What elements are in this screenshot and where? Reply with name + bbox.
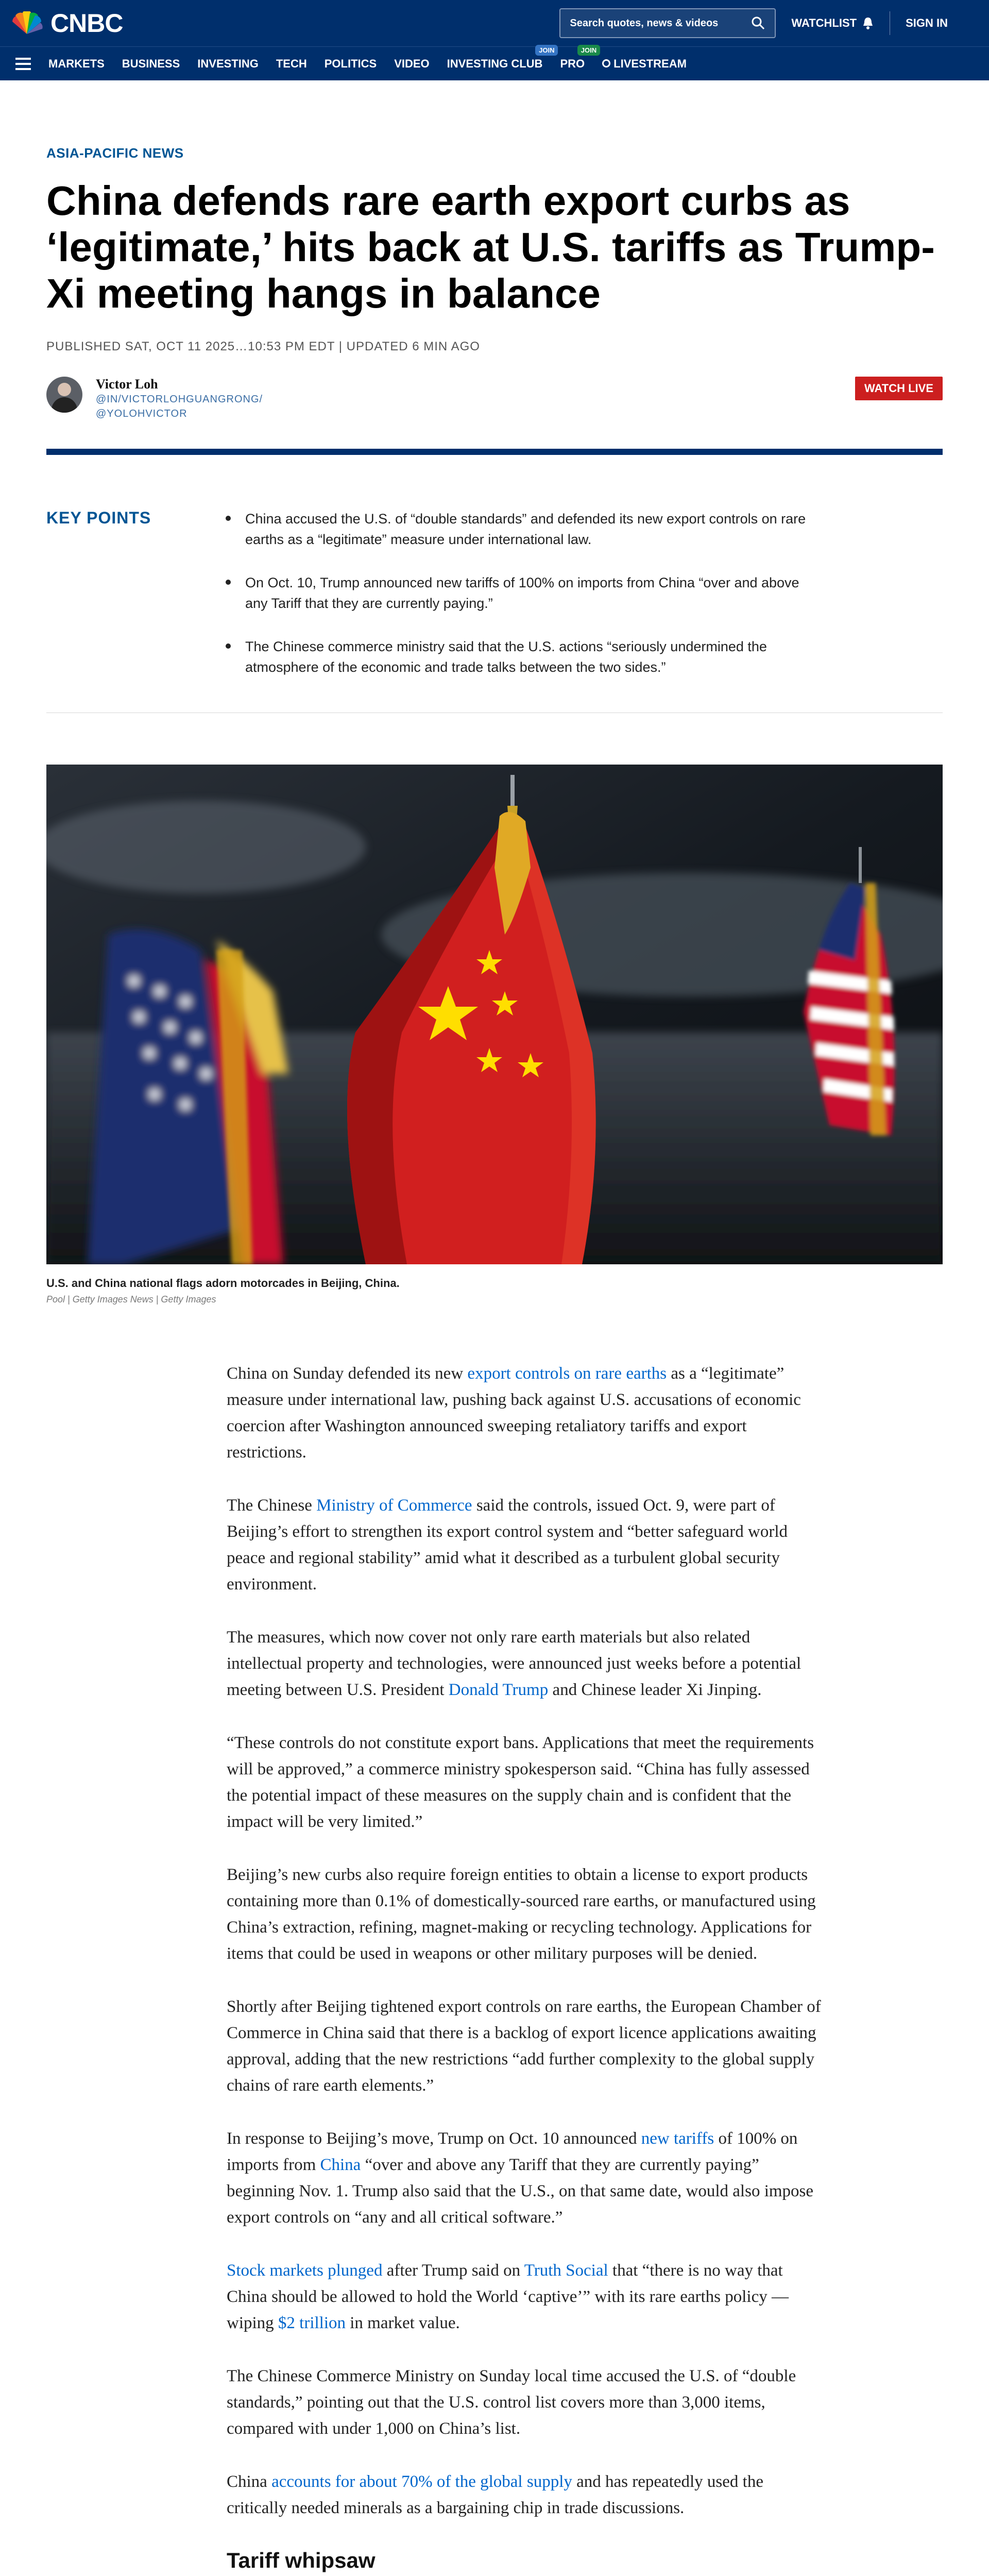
nav-politics[interactable]: POLITICS (324, 57, 377, 70)
key-points-label: KEY POINTS (46, 509, 151, 527)
key-point: The Chinese commerce ministry said that the U.S. actions “seriously undermined the atmosphere of the economic and trade talks between the two sides.” (221, 636, 824, 677)
nav-business[interactable]: BUSINESS (122, 57, 180, 70)
link-donald-trump[interactable]: Donald Trump (448, 1681, 549, 1699)
watch-live-button[interactable]: WATCH LIVE (855, 377, 943, 400)
link-export-controls[interactable]: export controls on rare earths (467, 1364, 667, 1383)
link-ministry-of-commerce[interactable]: Ministry of Commerce (316, 1496, 472, 1515)
search-input[interactable]: Search quotes, news & videos (570, 17, 719, 29)
main-nav (0, 46, 989, 80)
link-truth-social[interactable]: Truth Social (524, 2261, 608, 2280)
author-info (96, 377, 263, 421)
menu-icon[interactable] (15, 58, 31, 70)
nav-investing-club[interactable] (447, 46, 555, 71)
peacock-icon (10, 11, 43, 35)
nav-investing-club-label: INVESTING CLUB (447, 57, 543, 70)
publish-meta: PUBLISHED SAT, OCT 11 2025…10:53 PM EDT | UPDATED 6 MIN AGO (46, 340, 480, 353)
paragraph: Shortly after Beijing tightened export controls on rare earths, the European Chamber of Commerce in China said that there is a backlog of export licence applications awaiting approval, adding that the new restrictions “add further complexity to the global supply chains of rare earth elements.” (227, 1997, 821, 2095)
article-title: China defends rare earth export curbs as ‘legitimate,’ hits back at U.S. tariffs as Trump-Xi meeting hangs in balance (46, 178, 935, 316)
header-rule (46, 449, 943, 455)
key-points (0, 455, 989, 700)
cnbc-logo[interactable] (10, 8, 123, 38)
link-2-trillion[interactable]: $2 trillion (278, 2314, 346, 2332)
paragraph: “These controls do not constitute export bans. Applications that meet the requirements will be approved,” a commerce ministry spokesperson said. “China has fully assessed the potential impact of these measures on the supply chain and is confident that the impact will be very limited.” (227, 1734, 814, 1831)
link-new-tariffs[interactable]: new tariffs (641, 2129, 714, 2148)
author-linkedin[interactable]: @IN/VICTORLOHGUANGRONG/ (96, 394, 263, 405)
watchlist-button[interactable] (791, 16, 874, 30)
nav-pro-label: PRO (560, 57, 585, 70)
article-body (0, 1305, 824, 2576)
nav-investing[interactable]: INVESTING (197, 57, 259, 70)
key-point: China accused the U.S. of “double standards” and defended its new export controls on rare earths as a “legitimate” measure under international law. (221, 509, 824, 550)
live-icon (602, 59, 610, 67)
search-icon[interactable] (751, 16, 765, 30)
nav-tech[interactable]: TECH (276, 57, 307, 70)
join-badge: JOIN (535, 45, 558, 56)
key-points-list (221, 509, 824, 700)
nav-markets[interactable]: MARKETS (48, 57, 105, 70)
nav-pro[interactable] (560, 46, 597, 71)
paragraph: In response to Beijing’s move, Trump on Oct. 10 announced new tariffs of 100% on imports from China “over and above any Tariff that they are currently paying” beginning Nov. 1. Trump also said that the U.S., on that same date, would also impose export controls on “any and all critical software.” (227, 2129, 814, 2227)
section-kicker[interactable]: ASIA-PACIFIC NEWS (46, 145, 184, 161)
paragraph: The Chinese Ministry of Commerce said the controls, issued Oct. 9, were part of Beijing’s effort to strengthen its export control system and “better safeguard world peace and regional stability” amid what it described as a turbulent global security environment. (227, 1496, 788, 1594)
flags-photo (46, 765, 943, 1264)
image-caption: U.S. and China national flags adorn motorcades in Beijing, China. (46, 1277, 400, 1290)
nav-livestream[interactable] (602, 57, 687, 71)
brand-name: CNBC (50, 9, 123, 38)
image-credit: Pool | Getty Images News | Getty Images (46, 1294, 216, 1304)
sign-in-link[interactable]: SIGN IN (906, 16, 948, 29)
search-box[interactable] (559, 8, 776, 38)
nav-livestream-label: LIVESTREAM (613, 57, 687, 70)
paragraph: Beijing’s new curbs also require foreign entities to obtain a license to export products containing more than 0.1% of domestically-sourced rare earths, or manufactured using China’s extraction, refining, magnet-making or recycling technology. Applications for items that could be used in weapons or other military purposes will be denied. (227, 1866, 816, 1963)
nav-video[interactable]: VIDEO (394, 57, 430, 70)
author-name[interactable]: Victor Loh (96, 377, 158, 392)
subheading: Tariff whipsaw (227, 2548, 376, 2572)
key-point: On Oct. 10, Trump announced new tariffs of 100% on imports from China “over and above any Tariff that they are currently paying.” (221, 572, 824, 614)
author-twitter[interactable]: @YOLOHVICTOR (96, 408, 187, 419)
link-global-supply[interactable]: accounts for about 70% of the global supply (271, 2472, 572, 2491)
top-bar (0, 0, 989, 46)
link-stock-markets-plunged[interactable]: Stock markets plunged (227, 2261, 383, 2280)
paragraph: The measures, which now cover not only rare earth materials but also related intellectual property and technologies, were announced just weeks before a potential meeting between U.S. President Donald Trump and Chinese leader Xi Jinping. (227, 1628, 802, 1699)
join-badge: JOIN (577, 45, 600, 56)
author-row (46, 377, 943, 421)
link-china[interactable]: China (320, 2156, 361, 2174)
paragraph: China on Sunday defended its new export controls on rare earths as a “legitimate” measure under international law, pushing back against U.S. accusations of economic coercion after Washington announced sweeping retaliatory tariffs and export restrictions. (227, 1364, 801, 1462)
avatar[interactable] (46, 377, 82, 413)
paragraph: Stock markets plunged after Trump said on Truth Social that “there is no way that China should be allowed to hold the World ‘captive’” with its rare earths policy — wiping $2 trillion in market value. (227, 2261, 789, 2332)
bell-icon (862, 16, 874, 30)
article-header (0, 80, 989, 421)
watchlist-label: WATCHLIST (791, 16, 857, 29)
paragraph: The Chinese Commerce Ministry on Sunday local time accused the U.S. of “double standards,” pointing out that the U.S. control list covers more than 3,000 items, compared with under 1,000 on China’s list. (227, 2367, 796, 2438)
paragraph: China accounts for about 70% of the global supply and has repeatedly used the critically needed minerals as a bargaining chip in trade discussions. (227, 2472, 763, 2517)
hero-image (46, 765, 943, 1264)
